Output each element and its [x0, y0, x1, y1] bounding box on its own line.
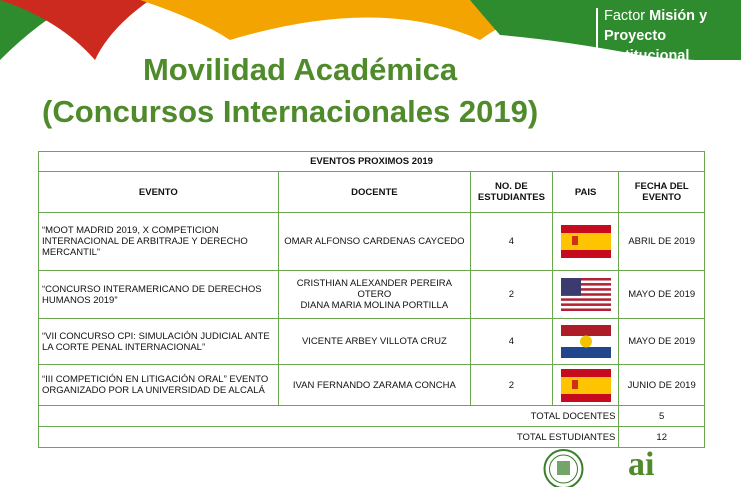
- table-caption-row: [39, 152, 705, 172]
- docente-cell: [278, 271, 470, 319]
- pais-cell: [552, 213, 619, 271]
- fecha-cell: JUNIO DE 2019: [619, 365, 705, 406]
- col-fecha: FECHA DEL EVENTO: [619, 172, 705, 213]
- table-row: [39, 319, 705, 365]
- estudiantes-cell: 2: [471, 365, 553, 406]
- evento-cell: “CONCURSO INTERAMERICANO DE DERECHOS HUMANOS 2019”: [39, 271, 279, 319]
- total-docentes-label: TOTAL DOCENTES: [39, 406, 619, 427]
- table-header-row: [39, 172, 705, 213]
- docente-name-2: DIANA MARIA MOLINA PORTILLA: [300, 300, 449, 311]
- docente-cell: IVAN FERNANDO ZARAMA CONCHA: [278, 365, 470, 406]
- tagline: [604, 6, 707, 66]
- fecha-cell: ABRIL DE 2019: [619, 213, 705, 271]
- total-docentes-row: [39, 406, 705, 427]
- netherlands-flag-icon: [561, 325, 611, 358]
- tagline-bold-3: Institucional: [604, 48, 690, 64]
- evento-cell: “VII CONCURSO CPI: SIMULACIÓN JUDICIAL ANTE LA CORTE PENAL INTERNACIONAL”: [39, 319, 279, 365]
- estudiantes-cell: 4: [471, 319, 553, 365]
- docente-name-1: CRISTHIAN ALEXANDER PEREIRA OTERO: [296, 278, 452, 300]
- tagline-normal: Factor: [604, 8, 650, 24]
- docente-cell: OMAR ALFONSO CARDENAS CAYCEDO: [278, 213, 470, 271]
- pais-cell: [552, 365, 619, 406]
- events-table: [38, 151, 705, 448]
- estudiantes-cell: 2: [471, 271, 553, 319]
- col-no-estudiantes: NO. DE ESTUDIANTES: [471, 172, 553, 213]
- col-evento: EVENTO: [39, 172, 279, 213]
- docente-cell: VICENTE ARBEY VILLOTA CRUZ: [278, 319, 470, 365]
- spain-flag-icon: [561, 369, 611, 402]
- table-caption: EVENTOS PROXIMOS 2019: [39, 152, 705, 172]
- pais-cell: [552, 271, 619, 319]
- tagline-bold-2: Proyecto: [604, 28, 667, 44]
- spain-flag-icon: [561, 225, 611, 258]
- tagline-bold-1: Misión y: [649, 8, 708, 24]
- evento-cell: “III COMPETICIÓN EN LITIGACIÓN ORAL” EVENTO ORGANIZADO POR LA UNIVERSIDAD DE ALCALÁ: [39, 365, 279, 406]
- page-title: Movilidad Académica: [142, 52, 458, 87]
- university-seal-icon: [541, 447, 586, 487]
- total-docentes-value: 5: [619, 406, 705, 427]
- total-estudiantes-row: [39, 427, 705, 448]
- table-row: [39, 213, 705, 271]
- page-subtitle: (Concursos Internacionales 2019): [42, 94, 539, 129]
- usa-flag-icon: [561, 278, 611, 311]
- col-pais: PAIS: [552, 172, 619, 213]
- col-docente: DOCENTE: [278, 172, 470, 213]
- fecha-cell: MAYO DE 2019: [619, 319, 705, 365]
- fecha-cell: MAYO DE 2019: [619, 271, 705, 319]
- ai-logo: ai: [628, 446, 655, 483]
- pais-cell: [552, 319, 619, 365]
- total-estudiantes-value: 12: [619, 427, 705, 448]
- table-row: [39, 271, 705, 319]
- evento-cell: “MOOT MADRID 2019, X COMPETICION INTERNACIONAL DE ARBITRAJE Y DERECHO MERCANTIL”: [39, 213, 279, 271]
- estudiantes-cell: 4: [471, 213, 553, 271]
- table-row: [39, 365, 705, 406]
- total-estudiantes-label: TOTAL ESTUDIANTES: [39, 427, 619, 448]
